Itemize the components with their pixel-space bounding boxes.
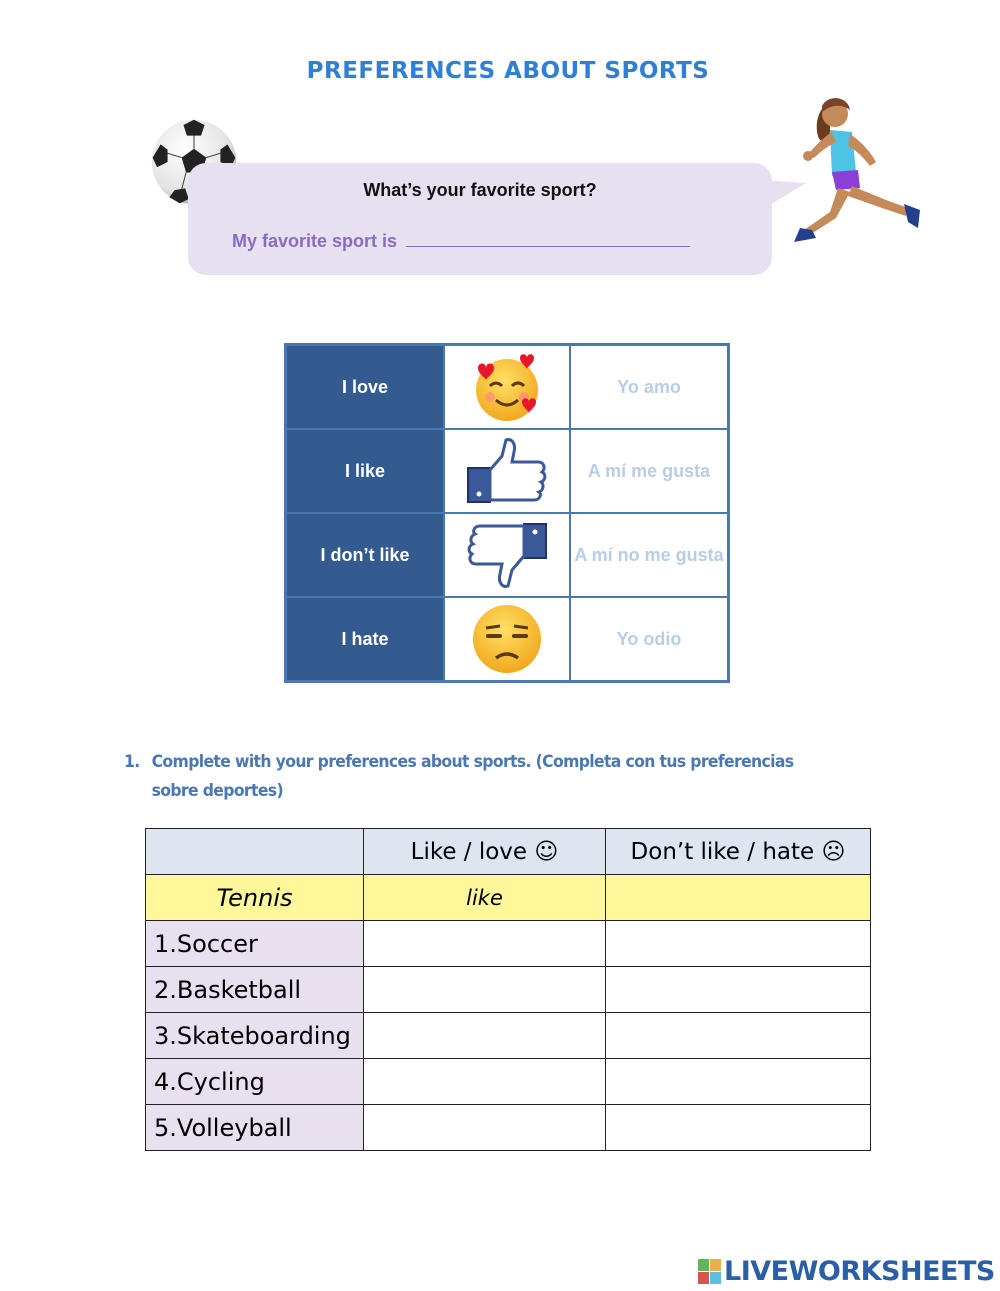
preference-spanish: A mí me gusta — [570, 429, 729, 513]
answer-prompt: My favorite sport is — [232, 231, 398, 251]
dislike-answer-input[interactable] — [606, 1013, 871, 1059]
preference-row — [286, 513, 729, 597]
header-empty — [146, 829, 364, 875]
thumbs-down-icon — [466, 520, 548, 590]
like-answer-input[interactable] — [364, 967, 606, 1013]
dislike-answer-input[interactable] — [606, 1105, 871, 1151]
table-row — [146, 1013, 871, 1059]
like-answer-input[interactable] — [364, 921, 606, 967]
brand-name: LIVEWORKSHEETS — [724, 1256, 995, 1287]
exercise-number: 1. — [124, 752, 140, 772]
dislike-answer-input[interactable] — [606, 921, 871, 967]
preference-row — [286, 345, 729, 430]
liveworksheets-logo-icon — [698, 1259, 722, 1285]
header-dislike: Don’t like / hate ☹ — [606, 829, 871, 875]
like-answer-input[interactable] — [364, 1059, 606, 1105]
unamused-face-icon — [470, 602, 544, 676]
table-row — [146, 921, 871, 967]
preference-spanish: Yo amo — [570, 345, 729, 430]
preference-spanish: Yo odio — [570, 597, 729, 682]
answer-blank-input[interactable] — [406, 228, 690, 247]
sport-name: 4.Cycling — [146, 1059, 364, 1105]
instruction-text: Complete with your preferences about sports. (Completa con tus preferencias sobre deportes) — [151, 752, 794, 801]
table-row — [146, 1059, 871, 1105]
preference-spanish: A mí no me gusta — [570, 513, 729, 597]
sport-name: 5.Volleyball — [146, 1105, 364, 1151]
page-title: PREFERENCES ABOUT SPORTS — [306, 58, 710, 84]
preferences-table — [284, 343, 730, 683]
sport-name: 1.Soccer — [146, 921, 364, 967]
dislike-answer-input[interactable] — [606, 1059, 871, 1105]
preference-english: I love — [286, 345, 445, 430]
bubble-question: What’s your favorite sport? — [363, 180, 597, 200]
woman-running-icon — [790, 92, 930, 247]
sport-name: 3.Skateboarding — [146, 1013, 364, 1059]
table-row — [146, 1105, 871, 1151]
like-answer: like — [364, 875, 606, 921]
brand-logo — [698, 1256, 995, 1287]
preference-english: I don’t like — [286, 513, 445, 597]
exercise-instruction — [124, 748, 823, 806]
thumbs-up-icon — [466, 436, 548, 506]
preference-english: I hate — [286, 597, 445, 682]
like-answer-input[interactable] — [364, 1105, 606, 1151]
table-row — [146, 967, 871, 1013]
preference-row — [286, 429, 729, 513]
sports-table — [145, 828, 871, 1151]
sport-name: Tennis — [146, 875, 364, 921]
smiling-face-with-hearts-icon — [470, 350, 544, 424]
dislike-answer-input[interactable] — [606, 967, 871, 1013]
sport-name: 2.Basketball — [146, 967, 364, 1013]
example-row — [146, 875, 871, 921]
header-like: Like / love ☺ — [364, 829, 606, 875]
dislike-answer — [606, 875, 871, 921]
table-header-row — [146, 829, 871, 875]
preference-english: I like — [286, 429, 445, 513]
preference-row — [286, 597, 729, 682]
like-answer-input[interactable] — [364, 1013, 606, 1059]
bubble-answer-line — [232, 228, 690, 252]
